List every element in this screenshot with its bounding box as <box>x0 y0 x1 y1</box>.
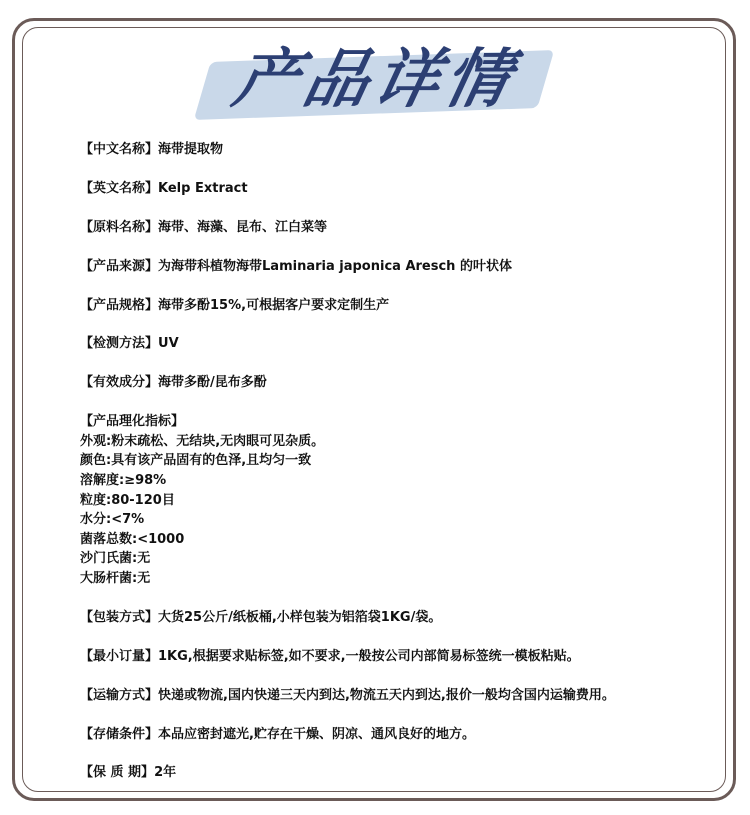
field-english-name: 【英文名称】Kelp Extract <box>80 180 248 196</box>
field-chinese-name: 【中文名称】海带提取物 <box>80 142 224 157</box>
physchem-heading: 【产品理化指标】 <box>80 414 185 430</box>
page-title: 产品详情 <box>227 43 523 117</box>
title-banner <box>200 38 550 118</box>
physchem-item: 大肠杆菌:无 <box>80 570 151 586</box>
physchem-item: 外观:粉末疏松、无结块,无肉眼可见杂质。 <box>80 433 325 449</box>
physchem-item: 粒度:80-120目 <box>80 492 175 508</box>
field-method: 【检测方法】UV <box>80 336 179 352</box>
field-source: 【产品来源】为海带科植物海带Laminaria japonica Aresch 的叶状体 <box>80 258 512 274</box>
field-spec: 【产品规格】海带多酚15%,可根据客户要求定制生产 <box>80 297 390 313</box>
physchem-item: 水分:<7% <box>80 512 145 528</box>
physchem-item: 沙门氏菌:无 <box>80 551 151 567</box>
product-details <box>80 140 700 783</box>
physchem-item: 溶解度:≥98% <box>80 473 167 489</box>
field-moq: 【最小订量】1KG,根据要求贴标签,如不要求,一般按公司内部简易标签统一模板粘贴。 <box>80 648 580 664</box>
field-shipping: 【运输方式】快递或物流,国内快递三天内到达,物流五天内到达,报价一般均含国内运输费用。 <box>80 687 615 703</box>
field-shelf-life: 【保 质 期】2年 <box>80 765 177 781</box>
physchem-item: 菌落总数:<1000 <box>80 531 185 547</box>
physchem-item: 颜色:具有该产品固有的色泽,且均匀一致 <box>80 453 312 469</box>
field-active: 【有效成分】海带多酚/昆布多酚 <box>80 375 267 391</box>
field-raw-material: 【原料名称】海带、海藻、昆布、江白菜等 <box>80 219 328 235</box>
field-packing: 【包装方式】大货25公斤/纸板桶,小样包装为铝箔袋1KG/袋。 <box>80 609 442 625</box>
field-storage: 【存储条件】本品应密封遮光,贮存在干燥、阴凉、通风良好的地方。 <box>80 726 475 742</box>
